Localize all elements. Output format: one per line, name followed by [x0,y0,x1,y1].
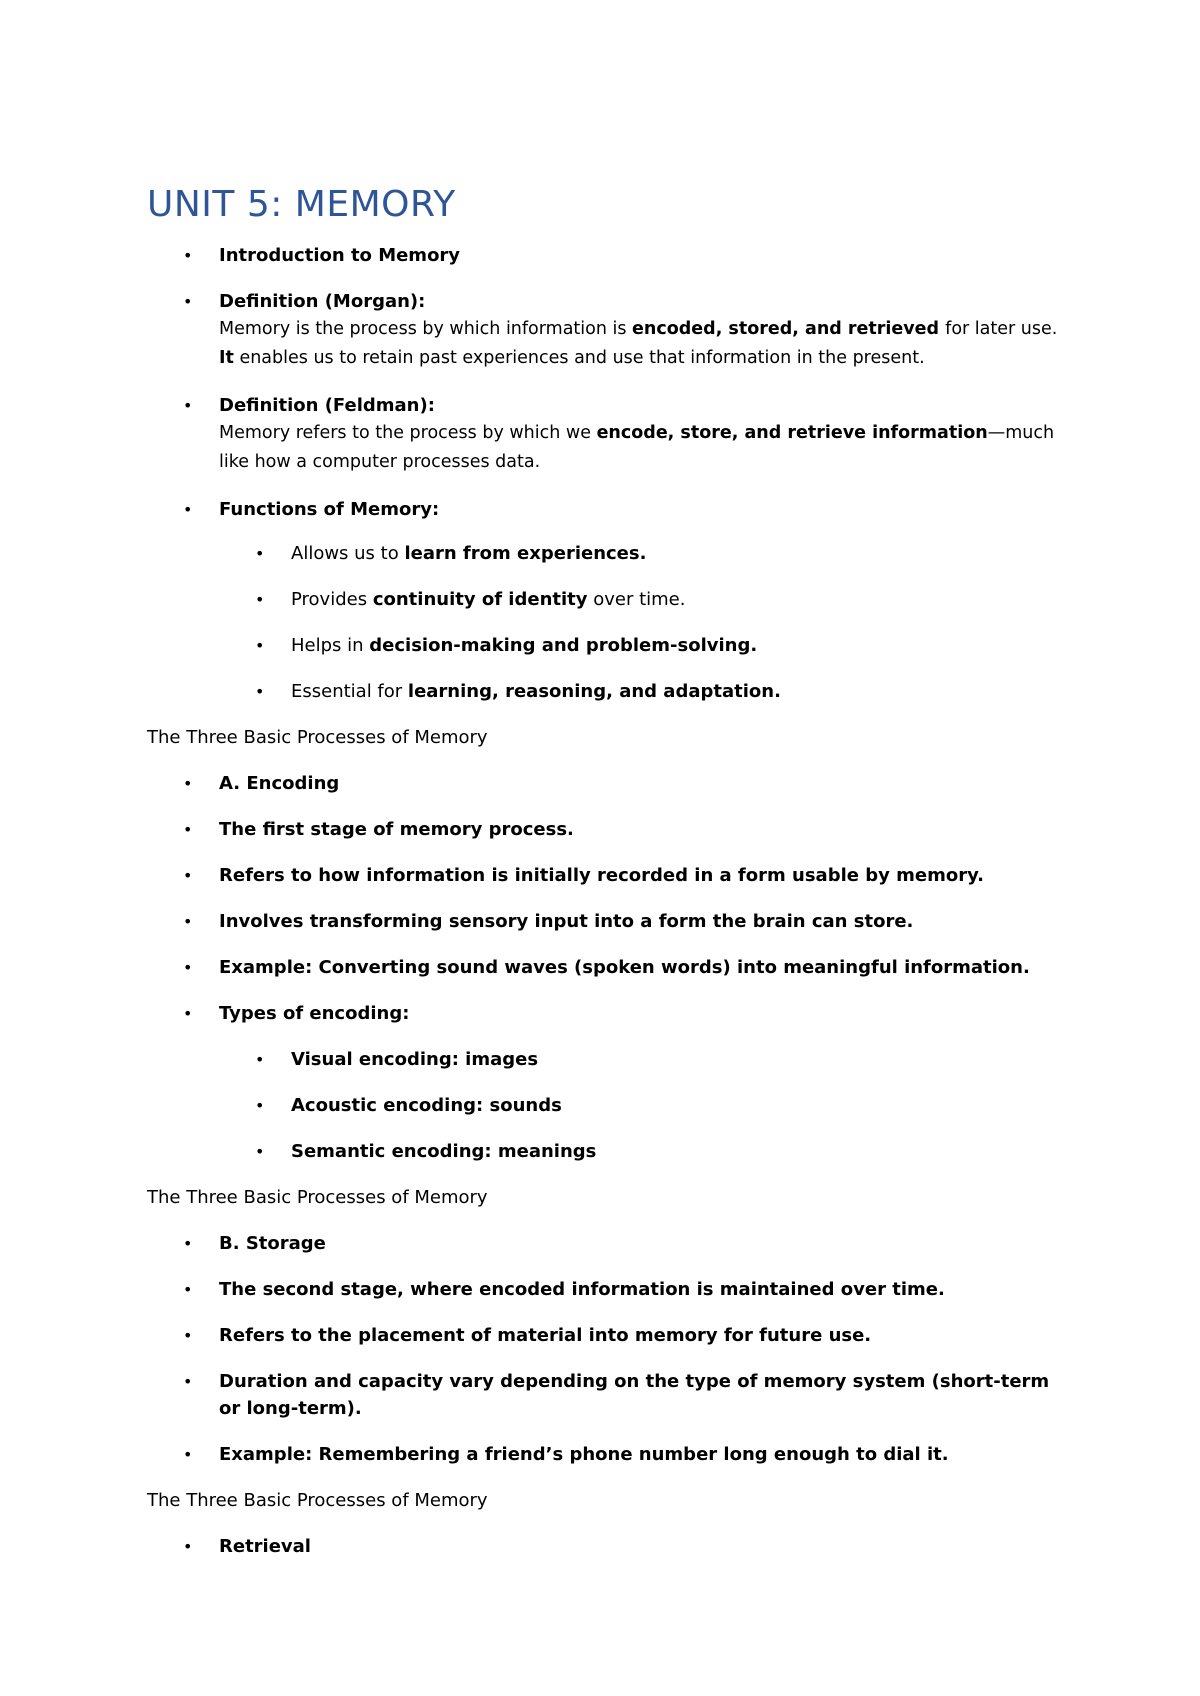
list-item: • Semantic encoding: meanings [147,1138,1060,1165]
bold-run: It [219,348,234,368]
list-item [147,586,1060,613]
list-item: • Refers to how information is initially recorded in a form usable by memory. [147,862,1060,889]
section-b-list [147,1230,1060,1468]
bold-run: encoded, stored, and retrieved [632,319,946,339]
list-item: • Acoustic encoding: sounds [147,1092,1060,1119]
def-feldman-text [219,419,1060,477]
text-run: Allows us to [291,543,405,564]
def-morgan-heading: • Definition (Morgan): [219,291,426,312]
page-title: UNIT 5: MEMORY [147,184,456,225]
list-item: • The first stage of memory process. [147,816,1060,843]
list-item: • Visual encoding: images [147,1046,1060,1073]
bold-run: decision-making and problem-solving. [369,635,758,656]
bold-run: learning, reasoning, and adaptation. [407,681,781,702]
section-a-list [147,770,1060,1165]
section-heading: The Three Basic Processes of Memory [147,727,488,748]
list-item: • The second stage, where encoded information is maintained over time. [147,1276,1060,1303]
list-item: • A. Encoding [147,770,1060,797]
list-item: • Example: Remembering a friend’s phone number long enough to dial it. [147,1441,1060,1468]
text-run: Memory refers to the process by which we [219,423,597,443]
bold-run: learn from experiences. [404,543,647,564]
list-item: • Retrieval [147,1533,1060,1560]
def-feldman-heading: • Definition (Feldman): [219,395,435,416]
text-run: for later use. [945,319,1058,339]
def-morgan-text [219,315,1060,373]
text-run: Helps in [291,635,370,656]
list-item: • Types of encoding: [147,1000,1060,1027]
list-item [147,678,1060,705]
section-c-list [147,1533,1060,1560]
text-run: Memory is the process by which information is [219,319,633,339]
bold-run: continuity of identity [372,589,588,610]
list-item: • B. Storage [147,1230,1060,1257]
text-run: —much like how a computer processes data. [219,423,1055,472]
list-item: • Duration and capacity vary depending on the type of memory system (short-term or long-term). [147,1368,1060,1422]
text-run: Provides [291,589,373,610]
text-run: enables us to retain past experiences and use that information in the present. [233,348,925,368]
list-item: • Involves transforming sensory input into a form the brain can store. [147,908,1060,935]
section-heading: The Three Basic Processes of Memory [147,1187,488,1208]
list-item: • Example: Converting sound waves (spoken words) into meaningful information. [147,954,1060,981]
intro-list [147,242,1060,705]
text-run: over time. [587,589,686,610]
bold-run: encode, store, and retrieve information [596,423,988,443]
text-run: Essential for [291,681,408,702]
list-item [147,540,1060,567]
list-item: • Introduction to Memory [147,242,1060,269]
list-item-def-feldman [147,392,1060,477]
list-item [147,632,1060,659]
list-item: • Refers to the placement of material into memory for future use. [147,1322,1060,1349]
list-item: • Functions of Memory: [147,496,1060,523]
section-heading: The Three Basic Processes of Memory [147,1490,488,1511]
list-item-def-morgan [147,288,1060,373]
